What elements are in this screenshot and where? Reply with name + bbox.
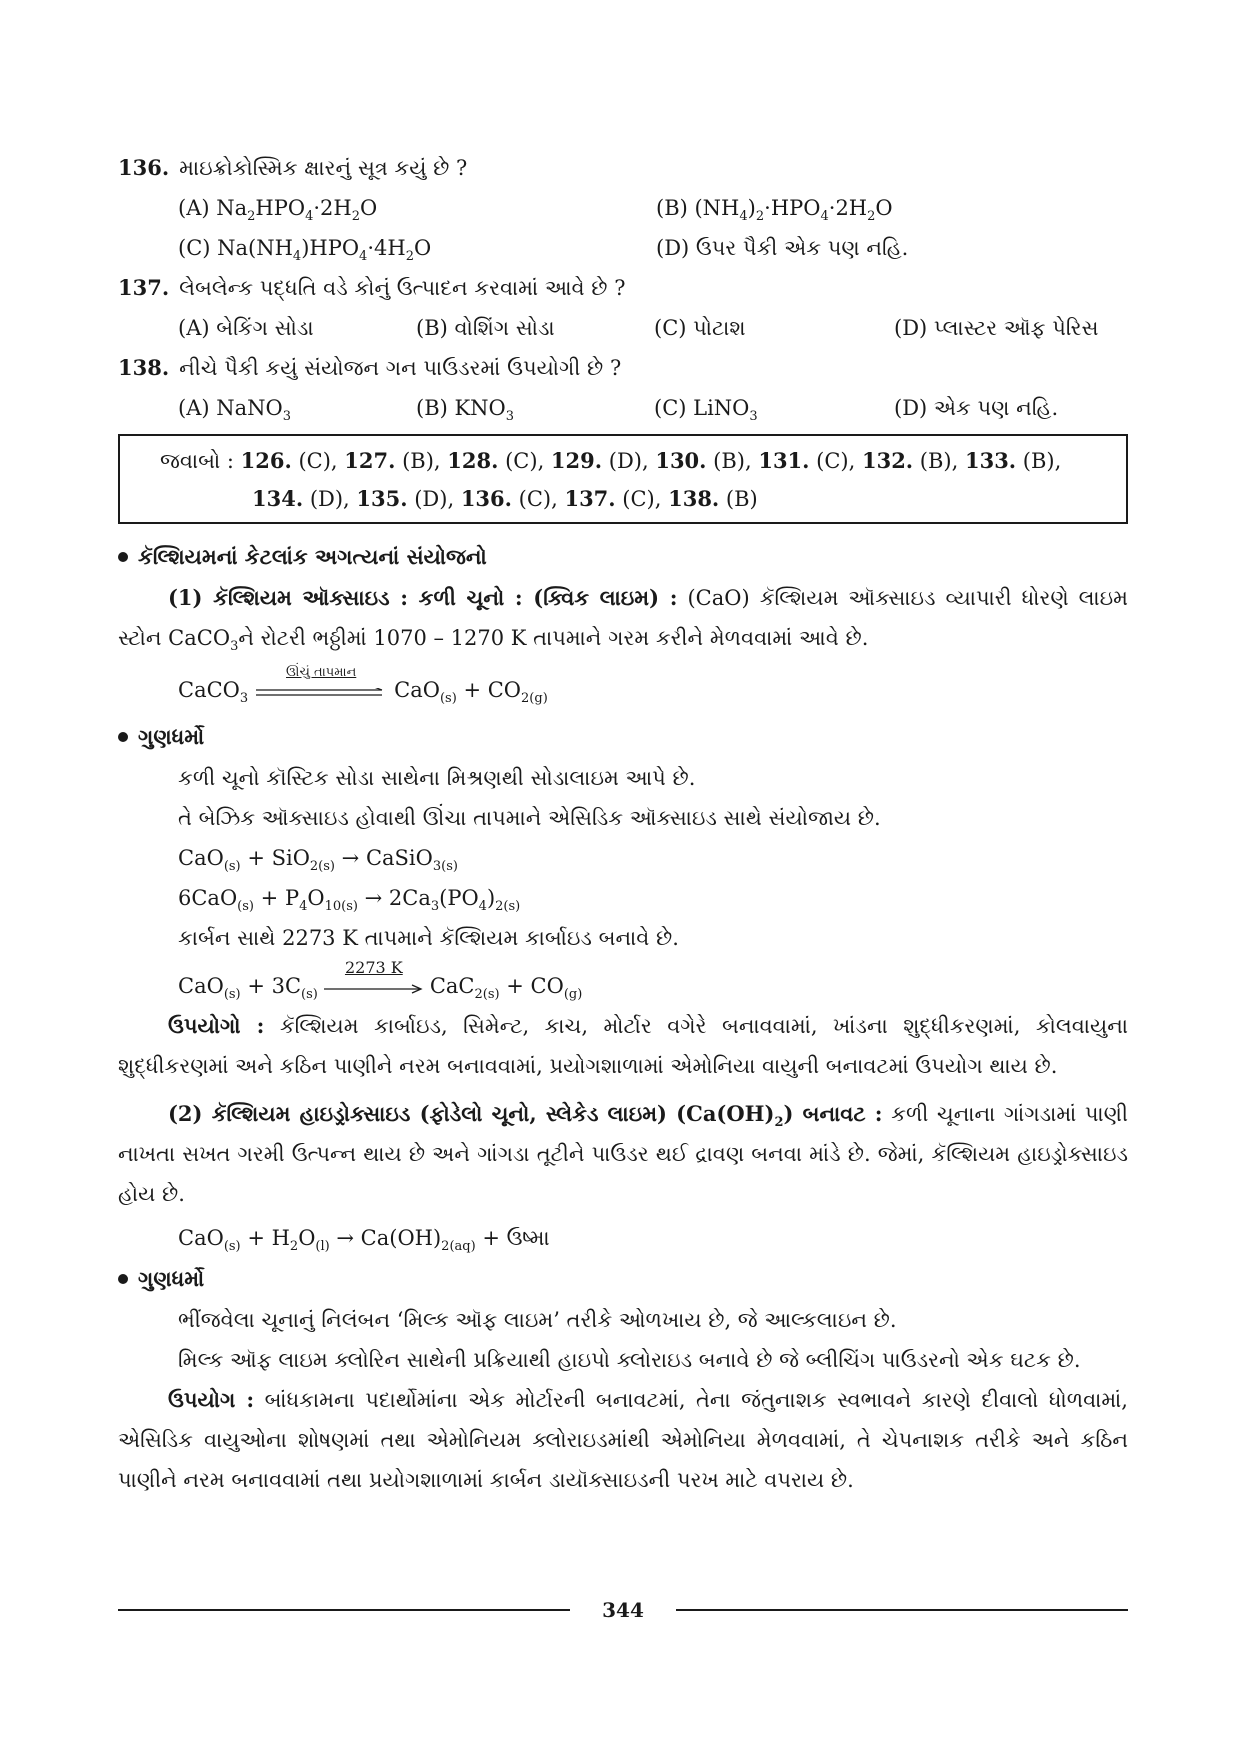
question-137: [118, 268, 1128, 308]
option-b: (B) $(NH_4)_2\cdot HPO_4\cdot 2H_2O$: [656, 196, 893, 224]
answer-key-box: [118, 434, 1128, 524]
carbide-equation: $CaO_{(s)} + 3C_{(s)}$ 2273 K $CaC_{2(s)} + CO_{(g)}$: [178, 957, 583, 1002]
option-a: (A) NaNO$_3$: [178, 396, 291, 424]
option-c: (C) પોટાશ: [654, 316, 746, 340]
question-number: 136.: [118, 155, 170, 180]
page-content: [118, 148, 1128, 1500]
uses-paragraph-1: ઉપયોગો : કૅલ્શિયમ કાર્બાઇડ, સિમેન્ટ, કાચ, મોર્ટાર વગેરે બનાવવામાં, ખાંડના શુદ્ધીકરણમાં, કોલવાયુના શુદ્ધીકરણમાં અને કઠિન પાણીને નરમ બનાવવામાં, પ્રયોગશાળામાં એમોનિયા વાયુની બનાવટમાં ઉપયોગ થાય છે.: [118, 1013, 1128, 1078]
cao-equation: CaCO$_3$ ઊંચું તાપમાન $CaO_{(s)} + CO_{2(g)}$: [178, 664, 548, 706]
property-text: કાર્બન સાથે 2273 K તાપમાને કૅલ્શિયમ કાર્બાઇડ બનાવે છે.: [178, 926, 679, 950]
option-a: (A) બેકિંગ સોડા: [178, 316, 314, 340]
options-136: [118, 188, 1128, 268]
question-number: 138.: [118, 355, 170, 380]
page-footer: [118, 1595, 1128, 1625]
property-text: મિલ્ક ઑફ લાઇમ ક્લોરિન સાથેની પ્રક્રિયાથી હાઇપો ક્લોરાઇડ બનાવે છે જે બ્લીચિંગ પાઉડરનો એક ઘટક છે.: [178, 1348, 1081, 1372]
properties-heading-2: ગુણધર્મો: [118, 1258, 1128, 1300]
property-text: તે બેઝિક ઑક્સાઇડ હોવાથી ઊંચા તાપમાને એસિડિક ઑક્સાઇડ સાથે સંયોજાય છે.: [178, 806, 881, 830]
caoh2-equation: $CaO_{(s)} + H_2O_{(l)} \to Ca(OH)_{2(aq)}$ + ઉષ્મા: [178, 1226, 550, 1254]
section-heading: કૅલ્શિયમનાં કેટલાંક અગત્યનાં સંયોજનો: [118, 536, 1128, 578]
option-b: (B) વોશિંગ સોડા: [416, 316, 555, 340]
question-number: 137.: [118, 275, 170, 300]
option-d: (D) પ્લાસ્ટર ઑફ પેરિસ: [894, 316, 1099, 340]
properties-heading-1: ગુણધર્મો: [118, 716, 1128, 758]
options-137: [118, 308, 1128, 348]
bullet-icon: [118, 732, 128, 742]
cao-paragraph: (1) કૅલ્શિયમ ઑક્સાઇડ : કળી ચૂનો : (ક્વિક લાઇમ) : (CaO) કૅલ્શિયમ ઑક્સાઇડ વ્યાપારી ધોરણે લાઇમ સ્ટોન CaCO$_3$ને રોટરી ભઠ્ઠીમાં 1070 – 1270 K તાપમાને ગરમ કરીને મેળવવામાં આવે છે.: [118, 585, 1129, 654]
option-d: (D) ઉપર પૈકી એક પણ નહિ.: [656, 236, 909, 260]
bullet-icon: [118, 552, 128, 562]
question-138: [118, 348, 1128, 388]
options-138: [118, 388, 1128, 428]
uses-paragraph-2: ઉપયોગ : બાંધકામના પદાર્થોમાંના એક મોર્ટારની બનાવટમાં, તેના જંતુનાશક સ્વભાવને કારણે દીવાલો ધોળવામાં, એસિડિક વાયુઓના શોષણમાં તથા એમોનિયમ ક્લોરાઇડમાંથી એમોનિયા મેળવવામાં, તે ચેપનાશક તરીકે અને કઠિન પાણીને નરમ બનાવવામાં તથા પ્રયોગશાળામાં કાર્બન ડાયૉક્સાઇડની પરખ માટે વપરાય છે.: [118, 1387, 1128, 1492]
option-a: (A) $Na_2HPO_4\cdot 2H_2O$: [178, 196, 378, 224]
option-b: (B) $KNO_3$: [416, 396, 515, 424]
question-text: લેબલેન્ક પદ્ધતિ વડે કોનું ઉત્પાદન કરવામાં આવે છે ?: [179, 276, 626, 300]
answer-key-line-1: જવાબો : 126. (C), 127. (B), 128. (C), 129. (D), 130. (B), 131. (C), 132. (B), 133. (B),: [160, 448, 1062, 473]
bullet-icon: [118, 1274, 128, 1284]
reaction-arrow-icon: 2273 K: [324, 978, 424, 998]
question-136: [118, 148, 1128, 188]
page-number: 344: [602, 1598, 644, 1622]
property-text: કળી ચૂનો કૉસ્ટિક સોડા સાથેના મિશ્રણથી સોડાલાઇમ આપે છે.: [178, 766, 696, 790]
property-text: ભીંજવેલા ચૂનાનું નિલંબન ‘મિલ્ક ઑફ લાઇમ’ તરીકે ઓળખાય છે, જે આલ્કલાઇન છે.: [178, 1308, 897, 1332]
option-c: (C) LiNO$_3$: [654, 396, 758, 424]
equation: $6CaO_{(s)} + P_4O_{10(s)} \to 2Ca_3(PO_4)_{2(s)}$: [178, 886, 521, 914]
equation: CaO$_{(s)}$ + SiO$_{2(s)}$ → CaSiO$_{3(s)}$: [178, 846, 458, 874]
question-text: માઇક્રોકોસ્મિક ક્ષારનું સૂત્ર કયું છે ?: [179, 156, 468, 180]
caoh2-paragraph: (2) કૅલ્શિયમ હાઇડ્રોક્સાઇડ (ફોડેલો ચૂનો, સ્લેકેડ લાઇમ) $(Ca(OH)_2)$ બનાવટ : કળી ચૂનાના ગાંગડામાં પાણી નાખતા સખત ગરમી ઉત્પન્ન થાય છે અને ગાંગડા તૂટીને પાઉડર થઈ દ્રાવણ બનવા માંડે છે. જેમાં, કૅલ્શિયમ હાઇડ્રોક્સાઇડ હોય છે.: [118, 1101, 1128, 1206]
footer-rule-left: [118, 1609, 570, 1611]
question-text: નીચે પૈકી કયું સંયોજન ગન પાઉડરમાં ઉપયોગી છે ?: [179, 356, 622, 380]
footer-rule-right: [676, 1609, 1128, 1611]
answer-key-line-2: 134. (D), 135. (D), 136. (C), 137. (C), 138. (B): [252, 486, 758, 511]
option-d: (D) એક પણ નહિ.: [894, 396, 1059, 420]
option-c: (C) $Na(NH_4)HPO_4\cdot 4H_2O$: [178, 236, 432, 264]
equilibrium-arrow-icon: ઊંચું તાપમાન: [256, 682, 386, 702]
